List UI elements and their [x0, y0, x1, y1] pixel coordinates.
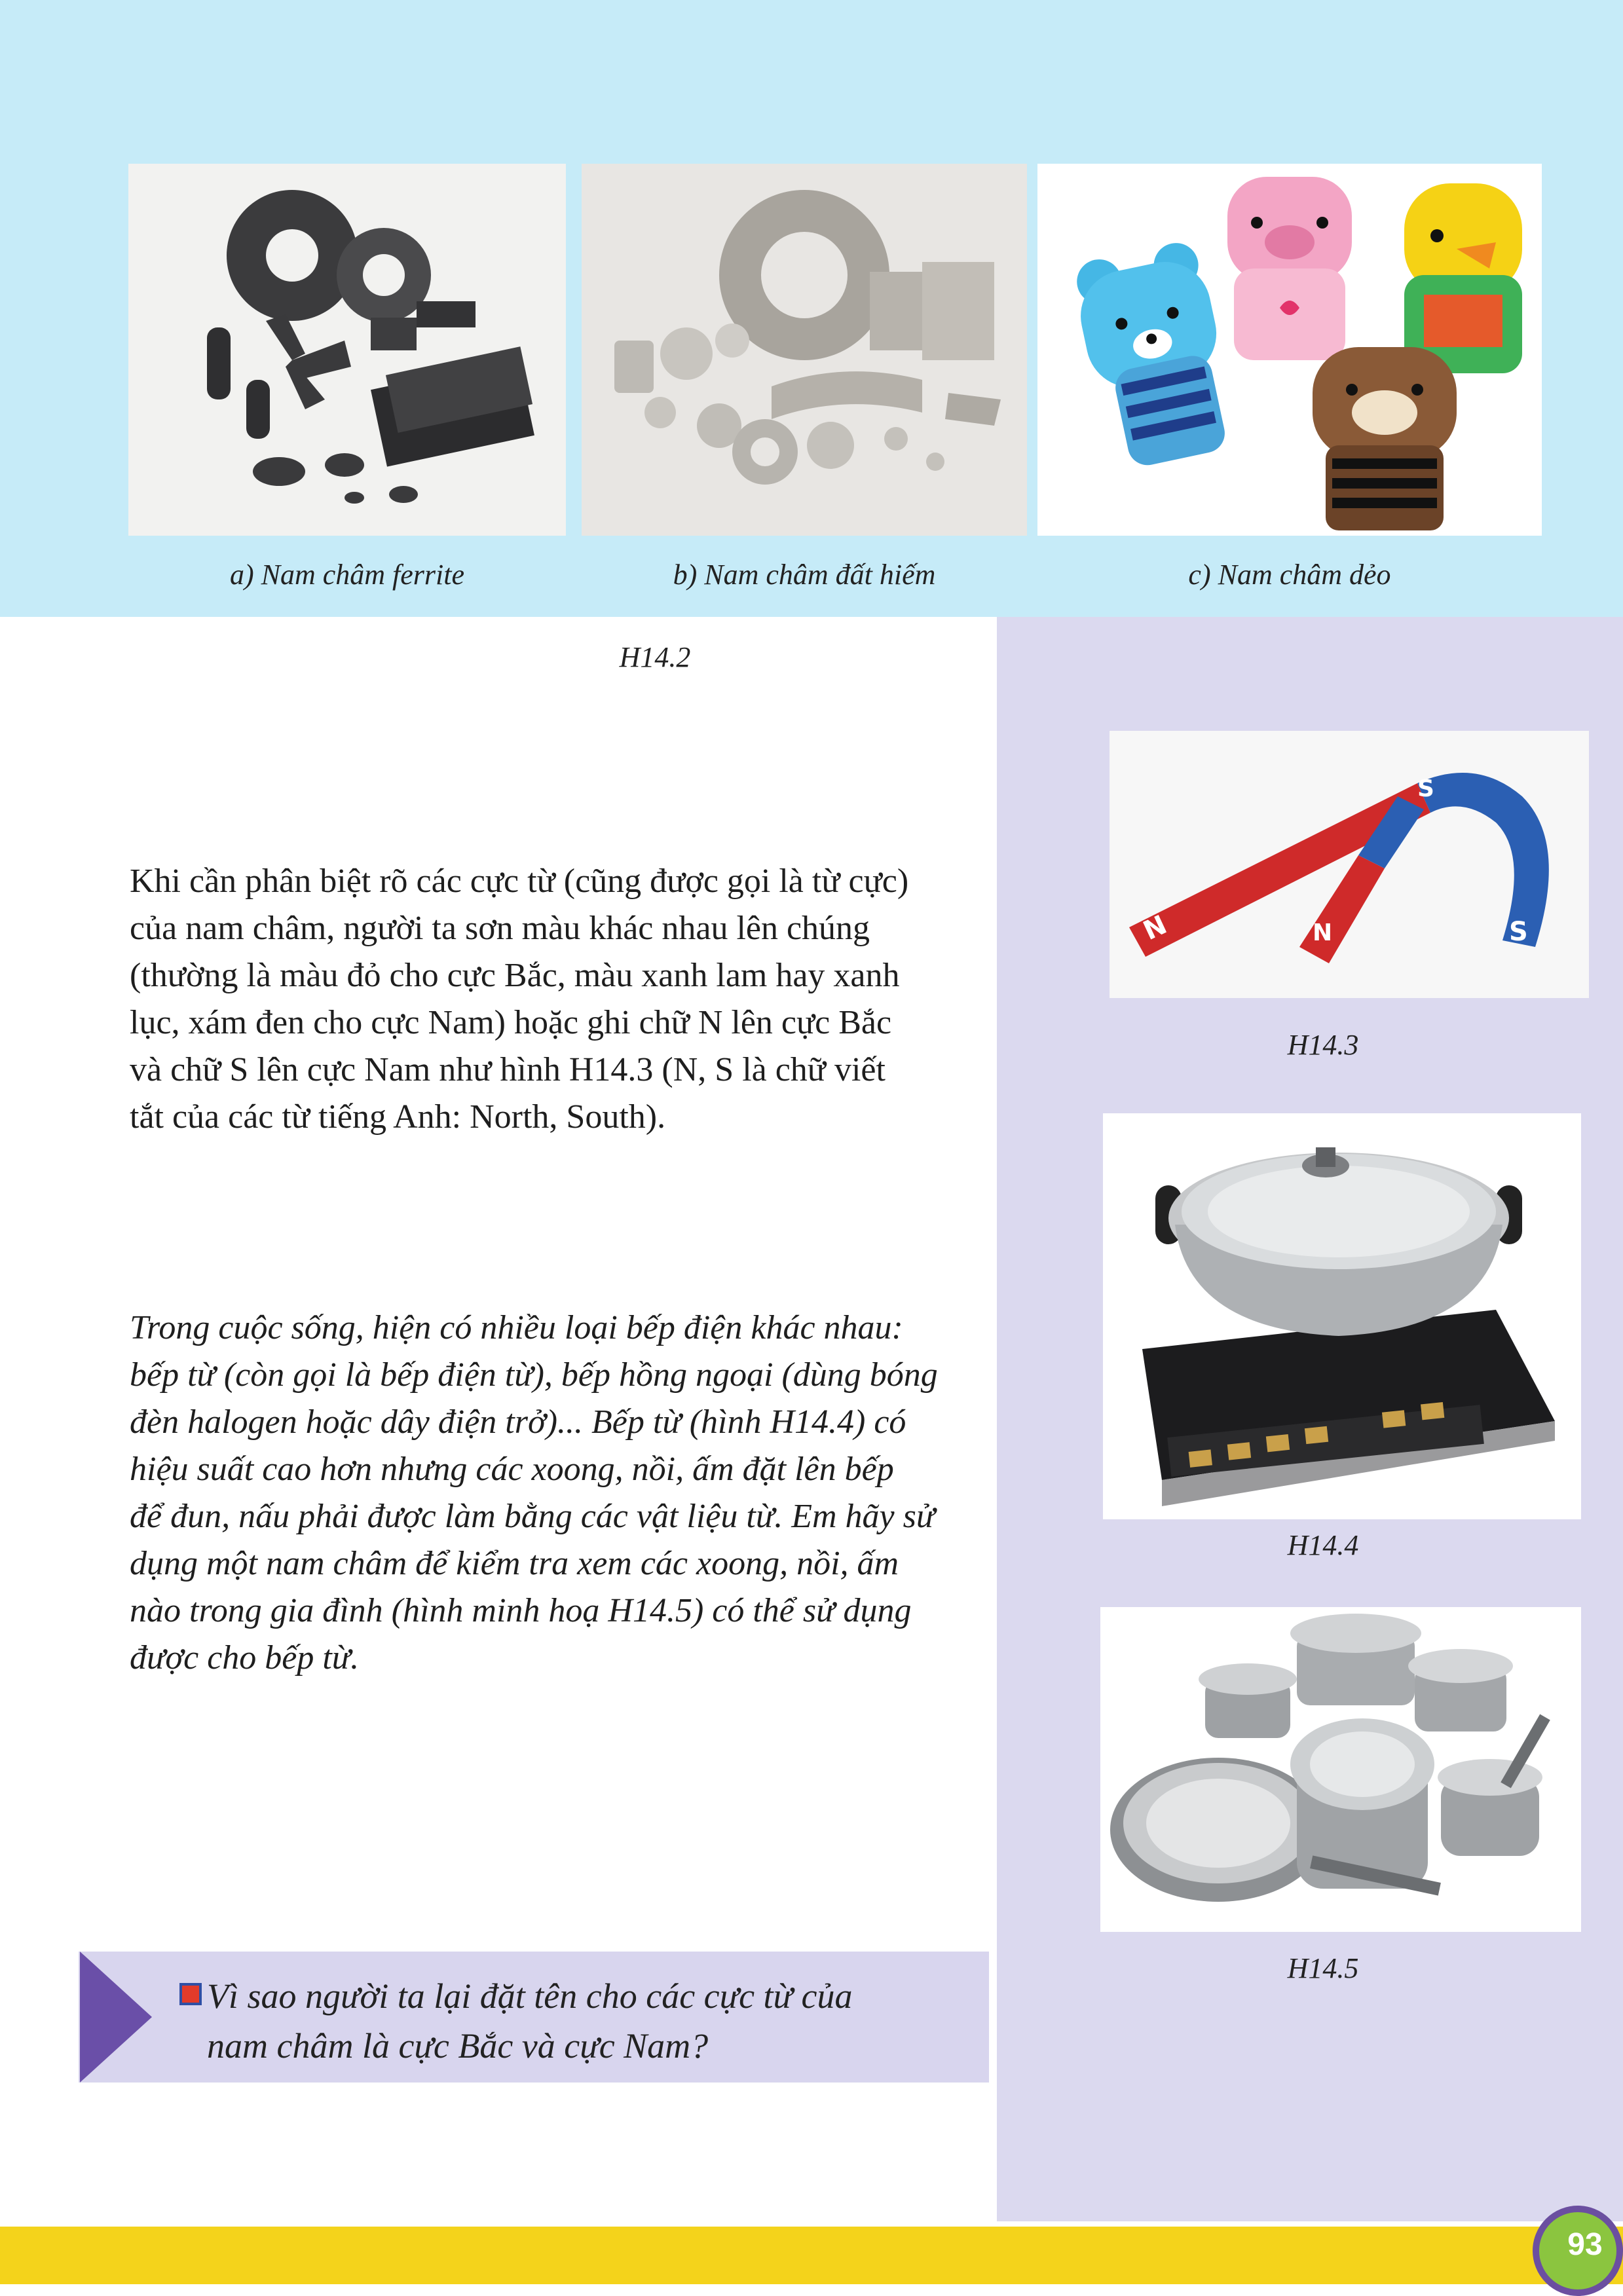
- figure-label-h14-5: H14.5: [1287, 1952, 1359, 1984]
- figure-label-h14-3: H14.3: [1287, 1029, 1359, 1061]
- bottom-band: [0, 2227, 1623, 2284]
- paragraph-line: Trong cuộc sống, hiện có nhiều loại bếp điện khác nhau:: [130, 1309, 903, 1346]
- pole-letter-s-2: S: [1509, 917, 1528, 947]
- cookware-set-photo: [1100, 1607, 1581, 1932]
- horseshoe-magnet-photo: [1110, 731, 1589, 998]
- paragraph-line: của nam châm, người ta sơn màu khác nhau lên chúng: [130, 910, 870, 947]
- figure-label-h14-2: H14.2: [619, 641, 691, 673]
- paragraph-line: để đun, nấu phải được làm bằng các vật liệu từ. Em hãy sử: [130, 1498, 935, 1535]
- paragraph-line: hiệu suất cao hơn nhưng các xoong, nồi, ấm đặt lên bếp: [130, 1451, 894, 1488]
- induction-stove-photo: [1103, 1113, 1581, 1519]
- caption-flexible: c) Nam châm dẻo: [1188, 559, 1391, 591]
- paragraph-line: bếp từ (còn gọi là bếp điện từ), bếp hồng ngoại (dùng bóng: [130, 1356, 938, 1394]
- paragraph-line: đèn halogen hoặc dây điện trở)... Bếp từ (hình H14.4) có: [130, 1403, 906, 1441]
- paragraph-magnet-poles: [130, 858, 981, 1141]
- paragraph-line: dụng một nam châm để kiểm tra xem các xoong, nồi, ấm: [130, 1545, 899, 1582]
- pole-letter-n-2: N: [1313, 919, 1333, 946]
- figure-label-h14-4: H14.4: [1287, 1529, 1359, 1561]
- paragraph-line: tắt của các từ tiếng Anh: North, South).: [130, 1098, 666, 1136]
- paragraph-line: và chữ S lên cực Nam như hình H14.3 (N, S là chữ viết: [130, 1051, 886, 1088]
- paragraph-line: nào trong gia đình (hình minh hoạ H14.5) có thể sử dụng: [130, 1592, 912, 1629]
- paragraph-line: Khi cần phân biệt rõ các cực từ (cũng được gọi là từ cực): [130, 862, 909, 900]
- rare-earth-magnets-photo: [582, 164, 1027, 536]
- question-line: nam châm là cực Bắc và cực Nam?: [207, 2026, 709, 2065]
- flexible-magnets-photo: [1037, 164, 1542, 536]
- ferrite-magnets-photo: [128, 164, 566, 536]
- question-line: Vì sao người ta lại đặt tên cho các cực từ của: [207, 1976, 853, 2016]
- caption-rare-earth: b) Nam châm đất hiếm: [673, 559, 936, 591]
- paragraph-line: (thường là màu đỏ cho cực Bắc, màu xanh lam hay xanh: [130, 957, 900, 994]
- pole-letter-s-1: S: [1417, 775, 1434, 802]
- question-bullet-icon: [179, 1983, 202, 2005]
- caption-ferrite: a) Nam châm ferrite: [229, 559, 465, 591]
- triangle-arrow-icon: [80, 1952, 159, 2083]
- paragraph-line: được cho bếp từ.: [130, 1639, 360, 1676]
- page-number: 93: [1567, 2227, 1603, 2262]
- paragraph-line: lục, xám đen cho cực Nam) hoặc ghi chữ N lên cực Bắc: [130, 1004, 892, 1041]
- paragraph-induction-stoves: [130, 1305, 988, 1682]
- pole-letter-n-1: N: [1138, 910, 1172, 947]
- question-text: [207, 1971, 960, 2071]
